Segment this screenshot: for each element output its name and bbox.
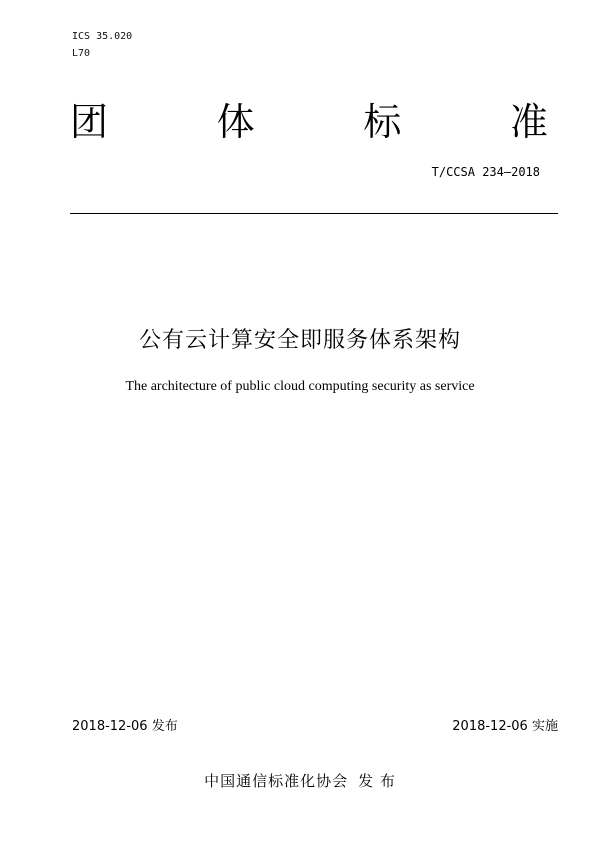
title-english: The architecture of public cloud computing security as service (125, 379, 475, 394)
publisher-action: 发 布 (358, 772, 396, 790)
publication-date-value: 2018-12-06 (72, 719, 148, 734)
effective-date-value: 2018-12-06 (452, 719, 528, 734)
publisher-line (0, 771, 600, 791)
publisher-name: 中国通信标准化协会 (204, 772, 349, 790)
classification-codes (72, 28, 132, 62)
standard-number: T/CCSA 234—2018 (431, 165, 540, 179)
title-chinese: 公有云计算安全即服务体系架构 (138, 328, 461, 353)
effective-date (452, 718, 558, 736)
doc-type-char: 团 (70, 100, 109, 144)
publication-date (72, 718, 178, 736)
doc-type-char: 体 (216, 100, 255, 144)
doc-type-char: 标 (363, 100, 402, 144)
doc-type-char: 准 (509, 100, 548, 144)
effective-date-label: 实施 (531, 719, 558, 734)
header-divider (70, 213, 558, 214)
ccs-code: L70 (72, 48, 91, 59)
publication-date-label: 发布 (151, 719, 178, 734)
ics-code: ICS 35.020 (72, 31, 133, 42)
document-type-heading (70, 100, 548, 144)
